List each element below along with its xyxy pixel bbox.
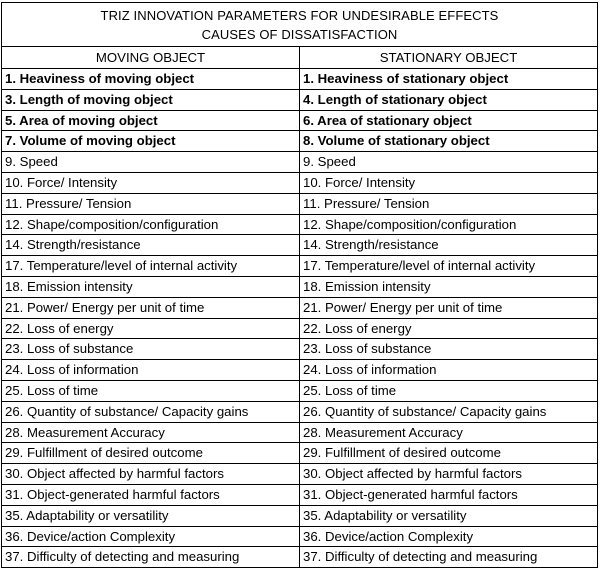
stationary-parameter-cell: 18. Emission intensity xyxy=(300,276,598,297)
table-row xyxy=(2,339,598,360)
table-title xyxy=(2,3,598,47)
column-header-stationary: STATIONARY OBJECT xyxy=(300,47,598,69)
moving-parameter-cell: 37. Difficulty of detecting and measuring xyxy=(2,547,300,568)
moving-parameter-cell: 35. Adaptability or versatility xyxy=(2,505,300,526)
moving-parameter-cell: 25. Loss of time xyxy=(2,380,300,401)
stationary-parameter-cell: 30. Object affected by harmful factors xyxy=(300,464,598,485)
stationary-parameter-cell: 4. Length of stationary object xyxy=(300,89,598,110)
stationary-parameter-cell: 12. Shape/composition/configuration xyxy=(300,214,598,235)
table-row xyxy=(2,297,598,318)
column-header-moving: MOVING OBJECT xyxy=(2,47,300,69)
stationary-parameter-cell: 9. Speed xyxy=(300,152,598,173)
stationary-parameter-cell: 36. Device/action Complexity xyxy=(300,526,598,547)
table-row xyxy=(2,172,598,193)
table-row xyxy=(2,380,598,401)
stationary-parameter-cell: 35. Adaptability or versatility xyxy=(300,505,598,526)
stationary-parameter-cell: 11. Pressure/ Tension xyxy=(300,193,598,214)
stationary-parameter-cell: 29. Fulfillment of desired outcome xyxy=(300,443,598,464)
moving-parameter-cell: 24. Loss of information xyxy=(2,360,300,381)
table-title-line2: CAUSES OF DISSATISFACTION xyxy=(201,27,398,42)
stationary-parameter-cell: 26. Quantity of substance/ Capacity gains xyxy=(300,401,598,422)
table-row xyxy=(2,318,598,339)
stationary-parameter-cell: 17. Temperature/level of internal activity xyxy=(300,256,598,277)
stationary-parameter-cell: 24. Loss of information xyxy=(300,360,598,381)
table-row xyxy=(2,547,598,568)
triz-table-container xyxy=(1,2,598,568)
header-row xyxy=(2,47,598,69)
stationary-parameter-cell: 14. Strength/resistance xyxy=(300,235,598,256)
table-row xyxy=(2,193,598,214)
table-row xyxy=(2,131,598,152)
table-row xyxy=(2,69,598,90)
table-row xyxy=(2,89,598,110)
moving-parameter-cell: 18. Emission intensity xyxy=(2,276,300,297)
table-row xyxy=(2,401,598,422)
stationary-parameter-cell: 6. Area of stationary object xyxy=(300,110,598,131)
table-row xyxy=(2,526,598,547)
moving-parameter-cell: 30. Object affected by harmful factors xyxy=(2,464,300,485)
moving-parameter-cell: 28. Measurement Accuracy xyxy=(2,422,300,443)
moving-parameter-cell: 7. Volume of moving object xyxy=(2,131,300,152)
stationary-parameter-cell: 31. Object-generated harmful factors xyxy=(300,484,598,505)
moving-parameter-cell: 5. Area of moving object xyxy=(2,110,300,131)
table-row xyxy=(2,422,598,443)
moving-parameter-cell: 11. Pressure/ Tension xyxy=(2,193,300,214)
stationary-parameter-cell: 10. Force/ Intensity xyxy=(300,172,598,193)
stationary-parameter-cell: 22. Loss of energy xyxy=(300,318,598,339)
stationary-parameter-cell: 25. Loss of time xyxy=(300,380,598,401)
moving-parameter-cell: 21. Power/ Energy per unit of time xyxy=(2,297,300,318)
table-row xyxy=(2,484,598,505)
title-row xyxy=(2,3,598,47)
stationary-parameter-cell: 23. Loss of substance xyxy=(300,339,598,360)
table-row xyxy=(2,360,598,381)
moving-parameter-cell: 17. Temperature/level of internal activity xyxy=(2,256,300,277)
table-row xyxy=(2,443,598,464)
triz-parameters-table xyxy=(1,2,598,568)
moving-parameter-cell: 3. Length of moving object xyxy=(2,89,300,110)
moving-parameter-cell: 26. Quantity of substance/ Capacity gains xyxy=(2,401,300,422)
stationary-parameter-cell: 37. Difficulty of detecting and measuring xyxy=(300,547,598,568)
moving-parameter-cell: 14. Strength/resistance xyxy=(2,235,300,256)
moving-parameter-cell: 36. Device/action Complexity xyxy=(2,526,300,547)
table-row xyxy=(2,110,598,131)
moving-parameter-cell: 9. Speed xyxy=(2,152,300,173)
moving-parameter-cell: 12. Shape/composition/configuration xyxy=(2,214,300,235)
table-row xyxy=(2,256,598,277)
moving-parameter-cell: 31. Object-generated harmful factors xyxy=(2,484,300,505)
moving-parameter-cell: 1. Heaviness of moving object xyxy=(2,69,300,90)
table-body xyxy=(2,3,598,568)
table-row xyxy=(2,214,598,235)
table-row xyxy=(2,464,598,485)
table-row xyxy=(2,276,598,297)
moving-parameter-cell: 23. Loss of substance xyxy=(2,339,300,360)
stationary-parameter-cell: 21. Power/ Energy per unit of time xyxy=(300,297,598,318)
table-title-line1: TRIZ INNOVATION PARAMETERS FOR UNDESIRABLE EFFECTS xyxy=(100,8,499,23)
stationary-parameter-cell: 8. Volume of stationary object xyxy=(300,131,598,152)
moving-parameter-cell: 22. Loss of energy xyxy=(2,318,300,339)
table-row xyxy=(2,505,598,526)
moving-parameter-cell: 29. Fulfillment of desired outcome xyxy=(2,443,300,464)
moving-parameter-cell: 10. Force/ Intensity xyxy=(2,172,300,193)
table-row xyxy=(2,152,598,173)
stationary-parameter-cell: 28. Measurement Accuracy xyxy=(300,422,598,443)
table-row xyxy=(2,235,598,256)
stationary-parameter-cell: 1. Heaviness of stationary object xyxy=(300,69,598,90)
